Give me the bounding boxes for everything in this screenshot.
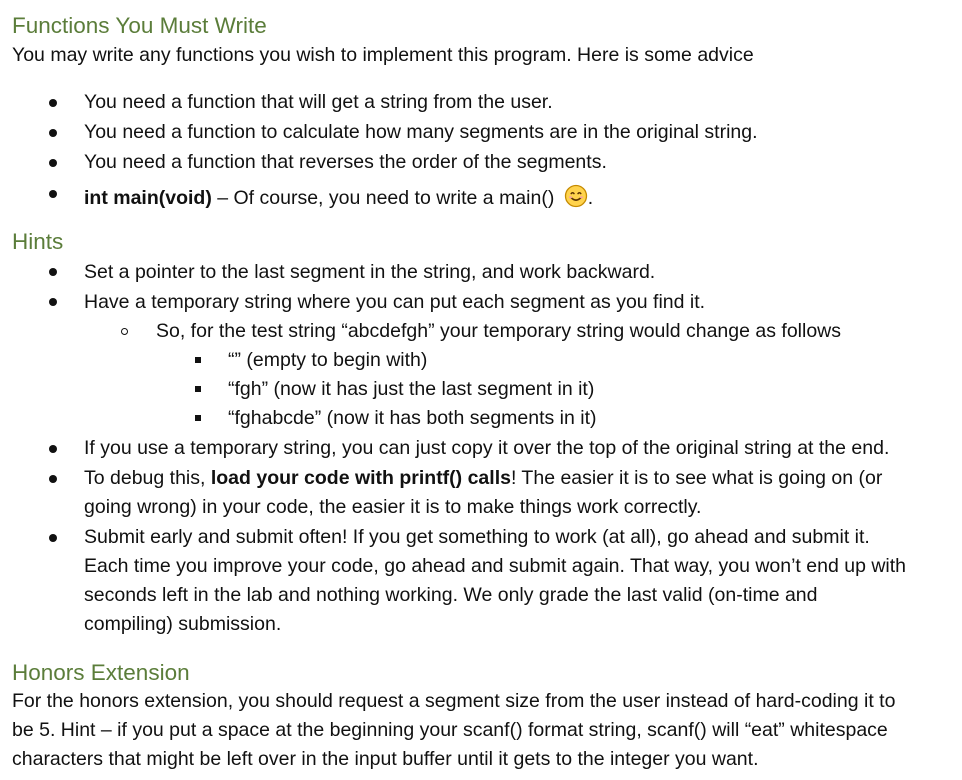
- smiley-icon: [564, 184, 588, 213]
- sub-bullet: [121, 328, 128, 335]
- sub-sub-bullet: [195, 357, 201, 363]
- list-item: You need a function to calculate how many segments are in the original string.: [84, 121, 758, 143]
- bullet: [49, 268, 57, 276]
- heading-honors: Honors Extension: [12, 660, 190, 685]
- main-description: – Of course, you need to write a main(): [211, 187, 560, 209]
- list-item-submit-cont: Each time you improve your code, go ahead and submit again. That way, you won’t end up with: [84, 555, 907, 577]
- debug-pre: To debug this,: [84, 467, 211, 489]
- bullet: [49, 445, 57, 453]
- heading-functions: Functions You Must Write: [12, 13, 267, 38]
- list-item-submit: Submit early and submit often! If you get something to work (at all), go ahead and submit it.: [84, 526, 870, 548]
- list-item-submit-cont: compiling) submission.: [84, 613, 282, 635]
- list-item: Set a pointer to the last segment in the string, and work backward.: [84, 261, 656, 283]
- main-end: .: [587, 187, 594, 209]
- list-item: If you use a temporary string, you can just copy it over the top of the original string at the end.: [84, 437, 890, 459]
- sub-sub-list-item: “” (empty to begin with): [228, 349, 428, 371]
- main-signature: int main(void): [84, 187, 212, 209]
- bullet: [49, 190, 57, 198]
- debug-bold: load your code with printf() calls: [210, 467, 511, 489]
- honors-paragraph-line: be 5. Hint – if you put a space at the beginning your scanf() format string, scanf() will “eat” whitespace: [12, 719, 888, 741]
- honors-paragraph-line: characters that might be left over in the input buffer until it gets to the integer you want.: [12, 748, 759, 770]
- list-item-debug: [84, 469, 882, 489]
- bullet: [49, 475, 57, 483]
- bullet: [49, 159, 57, 167]
- list-item-submit-cont: seconds left in the lab and nothing working. We only grade the last valid (on-time and: [84, 584, 818, 606]
- bullet: [49, 298, 57, 306]
- list-item: Have a temporary string where you can put each segment as you find it.: [84, 291, 706, 313]
- bullet: [49, 534, 57, 542]
- sub-sub-bullet: [195, 386, 201, 392]
- heading-hints: Hints: [12, 229, 64, 254]
- list-item-main: [84, 184, 593, 213]
- bullet: [49, 129, 57, 137]
- list-item: You need a function that will get a string from the user.: [84, 91, 553, 113]
- functions-intro: You may write any functions you wish to implement this program. Here is some advice: [12, 44, 754, 66]
- bullet: [49, 99, 57, 107]
- sub-sub-bullet: [195, 415, 201, 421]
- sub-sub-list-item: “fgh” (now it has just the last segment in it): [228, 378, 595, 400]
- sub-sub-list-item: “fghabcde” (now it has both segments in it): [228, 407, 597, 429]
- debug-post: ! The easier it is to see what is going on (or: [510, 467, 883, 489]
- sub-list-item: So, for the test string “abcdefgh” your temporary string would change as follows: [156, 320, 842, 342]
- list-item: You need a function that reverses the order of the segments.: [84, 151, 607, 173]
- list-item-debug-cont: going wrong) in your code, the easier it is to make things work correctly.: [84, 496, 702, 518]
- honors-paragraph-line: For the honors extension, you should request a segment size from the user instead of hard-coding it to: [12, 690, 896, 712]
